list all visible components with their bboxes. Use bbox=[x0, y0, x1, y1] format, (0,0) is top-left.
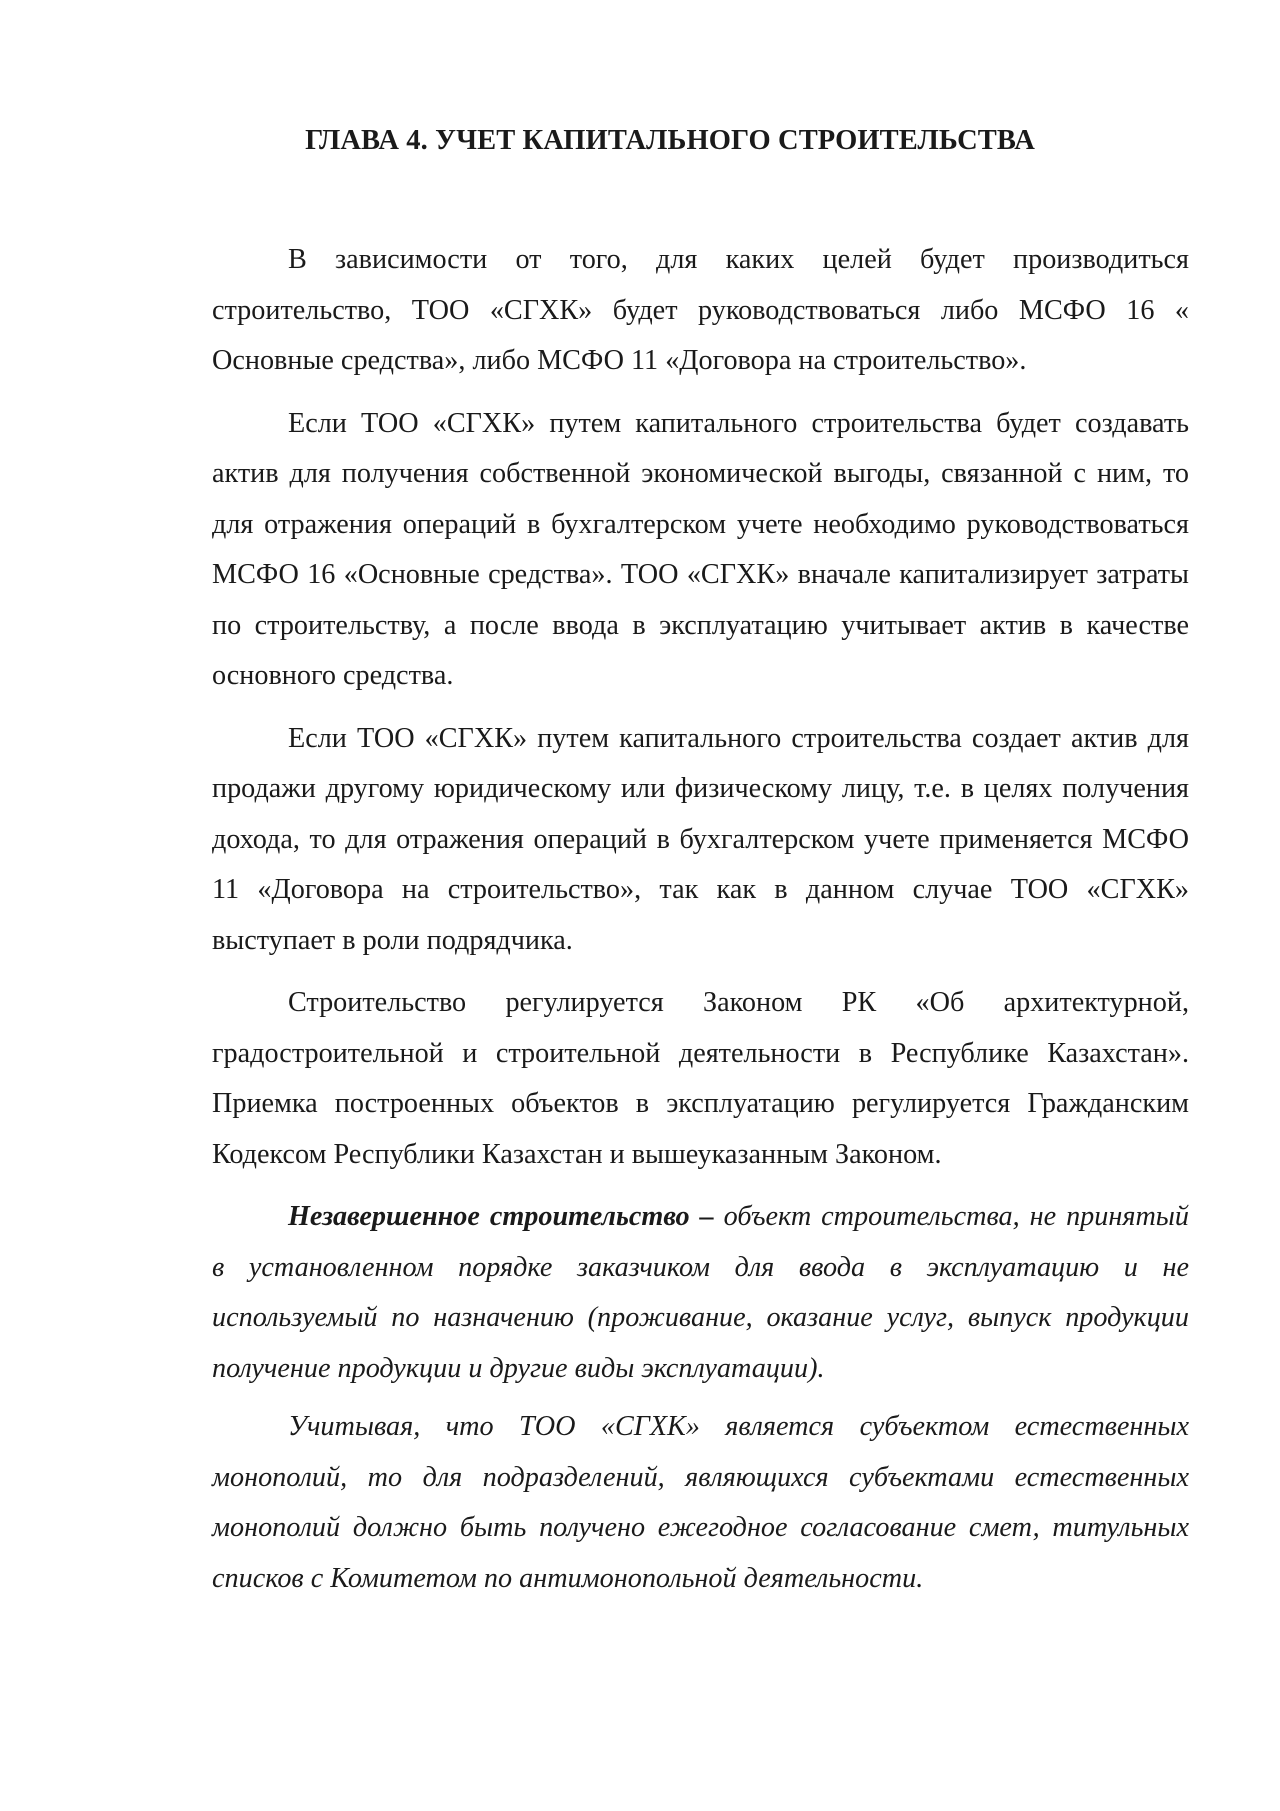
paragraph-for-sale: Если ТОО «СГХК» путем капитального строительства создает актив для продажи другому юридическому или физическому лицу, т.е. в целях получения дохода, то для отражения операций в бухгалтерском учете применяется МСФО 11 «Договора на строительство», так как в данном случае ТОО «СГХК» выступает в роли подрядчика. bbox=[212, 722, 1189, 956]
paragraph-monopoly: Учитывая, что ТОО «СГХК» является субъектом естественных монополий, то для подразделений, являющихся субъектами естественных монополий должно быть получено ежегодное согласование смет, титульных списков с Комитетом по антимонопольной деятельности. bbox=[212, 1411, 1189, 1594]
paragraph-regulation: Строительство регулируется Законом РК «Об архитектурной, градостроительной и строительной деятельности в Республике Казахстан». Приемка построенных объектов в эксплуатацию регулируется Гражданским Кодексом Республики Казахстан и вышеуказанным Законом. bbox=[212, 987, 1189, 1170]
definition-text: объект строительства, не принятый в установленном порядке заказчиком для ввода в эксплуатацию и не используемый по назначению (проживание, оказание услуг, выпуск продукции получение продукции и другие виды эксплуатации). bbox=[212, 1201, 1189, 1384]
paragraph-construction-purpose: В зависимости от того, для каких целей будет производиться строительство, ТОО «СГХК» будет руководствоваться либо МСФО 16 « Основные средства», либо МСФО 11 «Договора на строительство». bbox=[212, 244, 1189, 376]
document-body bbox=[212, 235, 1189, 1616]
paragraph-own-benefit: Если ТОО «СГХК» путем капитального строительства будет создавать актив для получения собственной экономической выгоды, связанной с ним, то для отражения операций в бухгалтерском учете необходимо руководствоваться МСФО 16 «Основные средства». ТОО «СГХК» вначале капитализирует затраты по строительству, а после ввода в эксплуатацию учитывает актив в качестве основного средства. bbox=[212, 407, 1189, 691]
paragraph-definition bbox=[212, 1192, 1189, 1394]
chapter-title: ГЛАВА 4. УЧЕТ КАПИТАЛЬНОГО СТРОИТЕЛЬСТВА bbox=[305, 125, 1035, 156]
definition-term: Незавершенное строительство – bbox=[288, 1201, 714, 1232]
